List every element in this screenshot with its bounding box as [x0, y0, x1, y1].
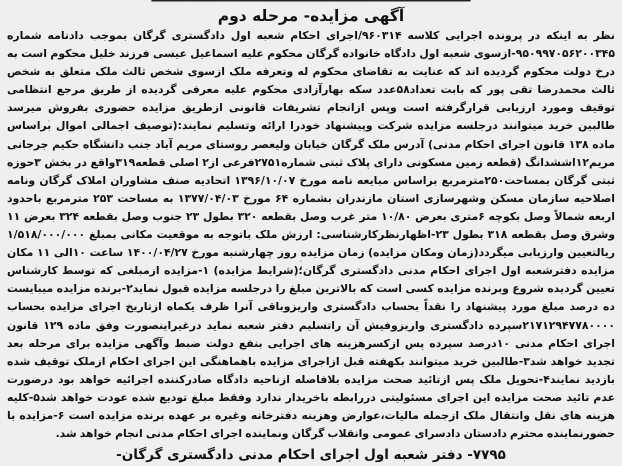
notice-title: آگهی مزایده- مرحله دوم	[217, 7, 405, 25]
cropped-previous-line: ━━━━━━━━━━━━━━━━━━━━━━━━━━━━━━━━━━━━━━━━━━━━━━━━━━━━━	[151, 0, 471, 6]
notice-footer: ۷۷۹۵- دفتر شعبه اول اجرای احکام مدنی دادگستری گرگان-	[116, 447, 506, 464]
notice-body: نظر به اینکه در پرونده اجرایی کلاسه ۹۶۰۳۱۴/اجرای احکام شعبه اول دادگستری گرگان بموجب دادنامه شماره ۹۵۰۹۹۷۰۵۶۲۰۰۳۴۵-ازسوی شعبه اول دادگاه خانواده گرگان محکوم علیه اسماعیل عیسی فرزند خلیل محکوم است به درخ دولت محکوم گردیده اند که عنایت به تقاضای محکوم له وتعرفه ملک ازسوی شخص ثالث ملک متعلق به شخص ثالث محمدرضا تقی پور که بابت تعداد۵۸عدد سکه بهارآزادی محکوم علیه معرفی گردیده از طریق مرجع انتظامی توقیف ومورد ارزیابی قرارگرفته است وپس ازانجام تشریفات قانونی ازطریق مزایده حضوری بفروش میرسد طالبین خرید میتوانند درجلسه مزایده شرکت وپیشنهاد خودرا ارائه وتسلیم نمایند:(توصیف اجمالی اموال براساس ماده ۱۳۸ قانون اجرای احکام مدنی) آدرس ملک گرگان خیابان ولیعصر روستای مریم آباد جنب دانشگاه حکیم جرجانی مریم۱۲اششدانگ (قطعه زمین مسکونی دارای پلاک ثبتی شماره۲۷۵۱فرعی از۲ اصلی قطعه۳۱۹واقع در بخش ۳حوزه ثبتی گرگان بمساحت۲۵۰مترمربع براساس مبایعه نامه مورخ ۱۳۹۶/۱۰/۰۷ اتحادیه صنف مشاوران املاک گرگان ونامه اصلاحیه سازمان مسکن وشهرسازی استان مازندران بشماره ۶۴ مورخ ۱۳۷۷/۰۴/۰۳ به مساحت ۲۵۳ مترمربع باحدود اربعه شمالاً وصل بکوچه ۶متری بعرض ۱۰/۸۰ متر غرب وصل بقطعه ۳۲۰ بطول ۲۳ جنوب وصل بقطعه ۳۲۴ بعرض ۱۱ وشرق وصل بقطعه ۳۱۸ بطول ۲۳-اظهارنظرکارشناسی: ارزش ملک باتوجه به موقعیت مکانی بمبلغ ۱/۵۱۸/۰۰۰/۰۰۰ ریالتعیین وارزیابی میگردد(زمان ومکان مزایده) زمان مزایده روز چهارشنبه مورخ ۱۴۰۰/۰۴/۲۷ ساعت ۱۰الی ۱۱ مکان مزایده دفترشعبه اول اجرای احکام مدنی دادگستری گرگان؛(شرایط مزایده) ۱-مزایده ازمبلغی که توسط کارشناس تعیین گردیده شروع وبرنده مزایده کسی است که بالاترین مبلغ را درجلسه مزایده قبول نماید۲-برنده مزایده میبایست ده درصد مبلغ مورد پیشنهاد را نقداً بحساب دادگستری واریزوباقی آنرا ظرف یکماه ازتاریخ اجرای مزایده بحساب ۲۱۷۱۲۹۴۷۷۸۰۰۰۰سپرده دادگستری واریزوفیش آن راتسلیم دفتر شعبه نماید درغیراینصورت وفق ماده ۱۲۹ قانون اجرای احکام مدنی ۱۰درصد سپرده پس ازکسرهزینه های اجرایی بنفع دولت ضبط وآگهی مزایده برای مرحله بعد تجدید خواهد شد۳-طالبین خرید میتوانند بکهفته قبل ازاجرای مزایده باهماهنگی این اجرای احکام ازملک توقیف شده بازدید نمایند۴-تحویل ملک پس ازتائید صحت مزایده بلافاصله ازناحیه دادگاه صادرکننده اجرائیه خواهد بود درصورت عدم تائید صحت مزایده این اجرای مسئولیتی دررابطه باخریدار ندارد وفقط مبلغ تودیع شده عودت خواهد شد۵-کلیه هزینه های نقل وانتقال ملک ازجمله مالیات،عوارض وهزینه دفترخانه وغیره بر عهده برنده مزایده است ۶-مزایده با حضورنماینده محترم دادستان دادسرای عمومی وانقلاب گرگان ونماینده اجرای احکام مدنی انجام خواهد شد.	[7, 29, 616, 441]
ink-speck	[300, 260, 302, 262]
ink-speck	[48, 120, 50, 122]
ink-speck	[540, 380, 542, 382]
